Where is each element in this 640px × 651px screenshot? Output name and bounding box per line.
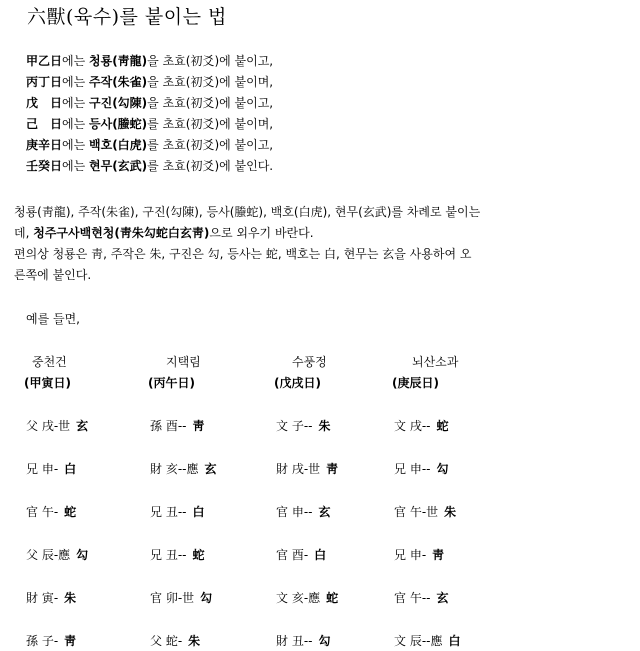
line-god: 朱 bbox=[188, 634, 201, 648]
line-text: 文 亥-應 bbox=[276, 591, 321, 605]
hexagram-line bbox=[394, 417, 449, 434]
rule-day: 戊 日 bbox=[26, 96, 63, 110]
rule-connector: 에는 bbox=[62, 96, 90, 110]
line-god: 朱 bbox=[318, 419, 331, 433]
hexagram-day: (戊戌日) bbox=[274, 376, 321, 390]
rule-text: 를 초효(初爻)에 붙이고, bbox=[147, 138, 274, 152]
line-god: 玄 bbox=[76, 419, 89, 433]
line-text: 文 辰--應 bbox=[394, 634, 443, 648]
line-text: 官 申-- bbox=[276, 505, 313, 519]
rule-connector: 에는 bbox=[62, 117, 90, 131]
rule-text: 을 초효(初爻)에 붙이고, bbox=[147, 54, 274, 68]
rule-god: 주작(朱雀) bbox=[89, 75, 148, 89]
rule-connector: 에는 bbox=[62, 54, 90, 68]
line-god: 勾 bbox=[436, 462, 449, 476]
rule-day: 甲乙日 bbox=[26, 54, 63, 68]
line-god: 玄 bbox=[204, 462, 217, 476]
line-text: 財 寅- bbox=[26, 591, 59, 605]
hexagram-day: (甲寅日) bbox=[24, 376, 71, 390]
line-god: 勾 bbox=[200, 591, 213, 605]
line-god: 勾 bbox=[76, 548, 89, 562]
hexagram-line bbox=[150, 417, 205, 434]
rule-line bbox=[26, 94, 273, 111]
line-god: 靑 bbox=[432, 548, 445, 562]
line-god: 白 bbox=[192, 505, 205, 519]
line-god: 白 bbox=[314, 548, 327, 562]
hexagram-line bbox=[276, 589, 338, 606]
hexagram-line bbox=[26, 417, 88, 434]
rule-text: 를 초효(初爻)에 붙이며, bbox=[147, 117, 274, 131]
rule-god: 구진(勾陳) bbox=[89, 96, 148, 110]
rule-text: 를 초효(初爻)에 붙인다. bbox=[147, 159, 274, 173]
line-god: 蛇 bbox=[192, 548, 205, 562]
line-god: 蛇 bbox=[326, 591, 339, 605]
hexagram-line bbox=[26, 503, 76, 520]
paragraph-2-line-2: 른쪽에 붙인다. bbox=[14, 268, 92, 282]
rule-god: 등사(螣蛇) bbox=[89, 117, 148, 131]
line-text: 兄 申-- bbox=[394, 462, 431, 476]
hexagram-line bbox=[394, 546, 444, 563]
rule-text: 을 초효(初爻)에 붙이고, bbox=[147, 96, 274, 110]
hexagram-day: (丙午日) bbox=[148, 376, 195, 390]
hexagram-line bbox=[150, 632, 200, 649]
hexagram-line bbox=[276, 546, 326, 563]
line-god: 靑 bbox=[326, 462, 339, 476]
line-god: 蛇 bbox=[64, 505, 77, 519]
rule-line bbox=[26, 52, 273, 69]
rule-line bbox=[26, 73, 273, 90]
hexagram-line bbox=[26, 546, 88, 563]
line-god: 朱 bbox=[444, 505, 457, 519]
hexagram-day: (庚辰日) bbox=[392, 376, 439, 390]
hexagram-line bbox=[150, 546, 205, 563]
line-god: 靑 bbox=[64, 634, 77, 648]
line-god: 玄 bbox=[436, 591, 449, 605]
line-text: 孫 酉-- bbox=[150, 419, 187, 433]
line-text: 兄 丑-- bbox=[150, 548, 187, 562]
hexagram-line bbox=[150, 503, 205, 520]
hexagram-line bbox=[26, 460, 76, 477]
paragraph-1 bbox=[14, 202, 594, 286]
rule-line bbox=[26, 136, 273, 153]
paragraph-1-line-1: 청룡(靑龍), 주작(朱雀), 구진(勾陳), 등사(螣蛇), 백호(白虎), 현무(玄武)를 차례로 붙이는 bbox=[14, 205, 481, 219]
paragraph-1-line-2-end: 으로 외우기 바란다. bbox=[209, 226, 314, 240]
line-god: 勾 bbox=[318, 634, 331, 648]
rule-line bbox=[26, 115, 273, 132]
line-text: 官 午- bbox=[26, 505, 59, 519]
hexagram-line bbox=[276, 460, 338, 477]
hexagram-line bbox=[150, 460, 217, 477]
rule-line bbox=[26, 157, 273, 174]
line-god: 白 bbox=[64, 462, 77, 476]
line-god: 靑 bbox=[192, 419, 205, 433]
rule-text: 을 초효(初爻)에 붙이며, bbox=[147, 75, 274, 89]
paragraph-1-line-2-start: 데, bbox=[14, 226, 34, 240]
hexagram-line bbox=[394, 460, 449, 477]
line-god: 蛇 bbox=[436, 419, 449, 433]
hexagram-name: 지택림 bbox=[166, 355, 201, 369]
paragraph-2-line-1: 편의상 청룡은 靑, 주작은 朱, 구진은 勾, 등사는 蛇, 백호는 白, 현무는 玄을 사용하여 오 bbox=[14, 247, 472, 261]
hexagram-line bbox=[394, 503, 456, 520]
hexagram-line bbox=[276, 417, 331, 434]
line-text: 官 午-- bbox=[394, 591, 431, 605]
rule-god: 청룡(靑龍) bbox=[89, 54, 148, 68]
rule-god: 백호(白虎) bbox=[89, 138, 148, 152]
line-god: 玄 bbox=[318, 505, 331, 519]
line-text: 財 亥--應 bbox=[150, 462, 199, 476]
hexagram-line bbox=[276, 632, 331, 649]
page-title: 六獸(육수)를 붙이는 법 bbox=[27, 6, 227, 28]
hexagram-line bbox=[394, 589, 449, 606]
line-text: 兄 申- bbox=[26, 462, 59, 476]
rule-god: 현무(玄武) bbox=[89, 159, 148, 173]
line-text: 財 戌-世 bbox=[276, 462, 321, 476]
rule-day: 壬癸日 bbox=[26, 159, 63, 173]
rule-connector: 에는 bbox=[62, 138, 90, 152]
line-text: 財 丑-- bbox=[276, 634, 313, 648]
line-text: 兄 申- bbox=[394, 548, 427, 562]
hexagram-line bbox=[276, 503, 331, 520]
rule-day: 丙丁日 bbox=[26, 75, 63, 89]
example-intro: 예를 들면, bbox=[26, 312, 80, 326]
hexagram-line bbox=[150, 589, 212, 606]
paragraph-1-line-2 bbox=[14, 223, 594, 244]
line-god: 白 bbox=[448, 634, 461, 648]
line-text: 孫 子- bbox=[26, 634, 59, 648]
hexagram-line bbox=[26, 632, 76, 649]
line-text: 官 卯-世 bbox=[150, 591, 195, 605]
hexagram-line bbox=[26, 589, 76, 606]
rule-connector: 에는 bbox=[62, 159, 90, 173]
hexagram-name: 수풍정 bbox=[292, 355, 327, 369]
line-text: 文 子-- bbox=[276, 419, 313, 433]
line-text: 兄 丑-- bbox=[150, 505, 187, 519]
hexagram-name: 중천건 bbox=[32, 355, 67, 369]
line-text: 父 辰-應 bbox=[26, 548, 71, 562]
mnemonic-text: 청주구사백현청(靑朱勾蛇白玄靑) bbox=[33, 226, 210, 240]
rule-day: 庚辛日 bbox=[26, 138, 63, 152]
line-text: 官 酉- bbox=[276, 548, 309, 562]
hexagram-name: 뇌산소과 bbox=[412, 355, 459, 369]
line-text: 文 戌-- bbox=[394, 419, 431, 433]
line-text: 父 戌-世 bbox=[26, 419, 71, 433]
line-god: 朱 bbox=[64, 591, 77, 605]
line-text: 官 午-世 bbox=[394, 505, 439, 519]
rule-connector: 에는 bbox=[62, 75, 90, 89]
rule-day: 己 日 bbox=[26, 117, 63, 131]
line-text: 父 蛇- bbox=[150, 634, 183, 648]
hexagram-line bbox=[394, 632, 461, 649]
